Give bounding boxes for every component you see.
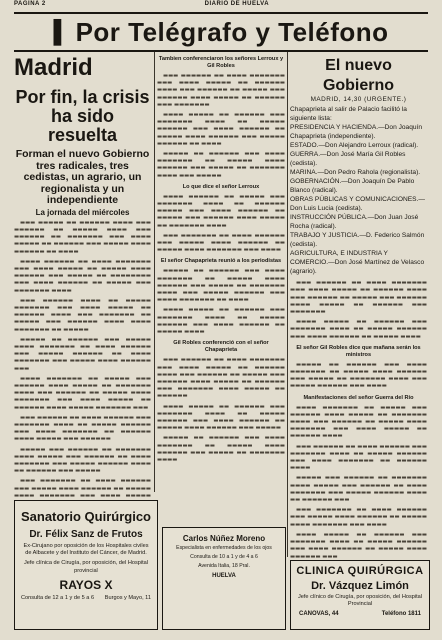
clinica-phone: Teléfono 1811 bbox=[381, 611, 421, 617]
madrid-title: Madrid bbox=[14, 54, 93, 81]
cabinet-entry: MARINA.—Don Pedro Rahola (regionalista). bbox=[290, 169, 421, 177]
middle-body-text-3: ▬▬▬▬▬ ▬▬ ▬▬▬▬▬▬ ▬▬▬ ▬▬▬▬ ▬▬▬▬▬▬▬ ▬▬ ▬▬▬▬▬ ▬▬▬▬ ▬▬▬▬▬▬ ▬▬▬ ▬▬▬▬▬ ▬▬ ▬▬▬▬▬▬▬ ▬▬▬▬ ▬▬▬ ▬▬▬▬▬ ▬▬▬▬▬▬ ▬▬▬ ▬▬▬▬ ▬▬▬▬▬▬▬ ▬▬ ▬▬▬▬ ▬▬▬▬ ▬▬▬▬▬ ▬▬ ▬▬▬▬▬▬ ▬▬▬ ▬▬▬▬▬▬▬ ▬▬▬▬ ▬▬ ▬▬▬▬▬ ▬▬▬▬▬▬ ▬▬▬ ▬▬▬▬ ▬▬▬▬▬▬ ▬▬ ▬▬▬▬▬ ▬▬▬▬ bbox=[157, 268, 285, 336]
clinica-line-1: Jefe clínico de Cirugía, por oposición, del Hospital Provincial bbox=[297, 594, 423, 607]
government-section-1: El señor Gil Robles dice que mañana serán los ministros bbox=[296, 344, 421, 358]
government-dateline: MADRID, 14,30 (URGENTE.) bbox=[310, 96, 407, 103]
government-column bbox=[290, 52, 427, 560]
middle-body-text-4: ▬▬▬ ▬▬▬▬▬▬ ▬▬ ▬▬▬▬ ▬▬▬▬▬▬▬ ▬▬▬ ▬▬▬▬ ▬▬▬▬▬ ▬▬ ▬▬▬▬▬▬ ▬▬▬▬ ▬▬▬ ▬▬▬▬▬▬ ▬▬ ▬▬▬▬▬ ▬▬▬ ▬▬▬▬▬▬ ▬▬▬▬ ▬▬▬▬▬ ▬▬ ▬▬▬▬▬▬ ▬▬▬ ▬▬▬▬▬▬▬ ▬▬▬▬ ▬▬▬▬▬ ▬▬ ▬▬▬▬▬▬ ▬▬▬▬ ▬▬▬▬▬ ▬▬ ▬▬▬▬▬▬ ▬▬▬ ▬▬▬▬▬▬▬ ▬▬▬▬ ▬▬ ▬▬▬▬▬ ▬▬▬▬▬▬ ▬▬▬ ▬▬▬▬ ▬▬▬▬▬▬ ▬▬ ▬▬▬▬▬ ▬▬▬▬ ▬▬▬▬▬▬ ▬▬▬ ▬▬▬▬▬ ▬▬▬▬▬ ▬▬ ▬▬▬▬▬▬ ▬▬▬ ▬▬▬▬ ▬▬▬▬▬▬▬ ▬▬ ▬▬▬▬▬ ▬▬▬▬ ▬▬▬▬▬▬ ▬▬▬ ▬▬▬▬▬ ▬▬ ▬▬▬▬▬▬▬ ▬▬▬▬ bbox=[157, 357, 285, 463]
middle-section-2: El señor Chapaprieta reunió a los periodistas bbox=[160, 258, 282, 265]
middle-column bbox=[157, 52, 285, 492]
section-banner bbox=[14, 12, 428, 52]
government-section-2: Manifestaciones del señor Guerra del Río bbox=[303, 394, 414, 401]
cabinet-entry: PRESIDENCIA Y HACIENDA.—Don Joaquín Chapaprieta (independiente). bbox=[290, 124, 423, 141]
sanatorio-ad bbox=[14, 500, 158, 630]
page-label: PAGINA 2 bbox=[14, 1, 46, 7]
cabinet-entry: INSTRUCCIÓN PÚBLICA.—Don Juan José Rocha (radical). bbox=[290, 214, 419, 231]
sanatorio-line-2: Jefe clínica de Cirugía, por oposición, del Hospital provincial bbox=[23, 560, 149, 574]
column-rule bbox=[287, 52, 288, 557]
moreno-city: HUELVA bbox=[212, 573, 236, 579]
madrid-subheadline: Forman el nuevo Gobierno tres radicales, tres cedistas, un agrario, un regionalista y un independiente bbox=[15, 148, 150, 206]
middle-body-text-1: ▬▬▬ ▬▬▬▬▬▬ ▬▬ ▬▬▬▬ ▬▬▬▬▬▬▬ ▬▬▬ ▬▬▬▬ ▬▬▬▬▬ ▬▬ ▬▬▬▬▬▬ ▬▬▬▬ ▬▬▬ ▬▬▬▬▬▬ ▬▬ ▬▬▬▬▬ ▬▬▬ ▬▬▬▬▬▬ ▬▬▬▬ ▬▬▬▬▬ ▬▬ ▬▬▬▬▬▬ ▬▬▬ ▬▬▬▬▬▬▬ ▬▬▬▬ ▬▬▬▬▬ ▬▬ ▬▬▬▬▬▬ ▬▬▬ ▬▬▬▬▬▬▬ ▬▬▬▬ ▬▬ ▬▬▬▬▬ ▬▬▬▬▬▬ ▬▬▬ ▬▬▬▬ ▬▬▬▬▬▬ ▬▬ ▬▬▬▬▬ ▬▬▬▬ ▬▬▬▬▬▬ ▬▬▬ ▬▬▬▬▬ ▬▬▬▬▬▬ ▬▬ ▬▬▬▬ ▬▬▬▬▬ ▬▬ ▬▬▬▬▬▬ ▬▬▬ ▬▬▬▬ ▬▬▬▬▬▬▬ ▬▬ ▬▬▬▬▬ ▬▬▬▬ ▬▬▬▬▬▬ ▬▬▬ ▬▬▬▬▬ ▬▬ ▬▬▬▬▬▬▬ ▬▬▬▬ ▬▬▬ ▬▬▬▬▬ bbox=[157, 73, 285, 179]
cabinet-intro: Chapaprieta al salir de Palacio facilitó la siguiente lista: bbox=[290, 106, 407, 123]
moreno-line-3: Avenida Italia, 18 Pral. bbox=[198, 563, 250, 569]
newspaper-name: DIARIO DE HUELVA bbox=[204, 1, 270, 7]
cabinet-entry: ESTADO.—Don Alejandro Lerroux (radical). bbox=[290, 142, 419, 150]
clinica-title: CLINICA QUIRÚRGICA bbox=[296, 565, 424, 577]
moreno-name: Carlos Núñez Moreno bbox=[182, 534, 266, 543]
running-header bbox=[14, 1, 428, 11]
government-body-text-2: ▬▬▬▬▬ ▬▬ ▬▬▬▬▬▬ ▬▬▬ ▬▬▬▬ ▬▬▬▬▬▬▬ ▬▬ ▬▬▬▬▬ ▬▬▬▬ ▬▬▬▬▬▬ ▬▬▬ ▬▬▬▬▬ ▬▬ ▬▬▬▬▬▬▬ ▬▬▬▬ ▬▬▬ ▬▬▬▬▬ ▬▬▬▬▬▬ ▬▬▬ ▬▬▬▬ bbox=[290, 361, 427, 390]
sanatorio-line-1: Ex-Cirujano por oposición de los Hospitales civiles de Albacete y del Instituto del Cáncer, de Madrid. bbox=[23, 543, 149, 557]
sanatorio-title: Sanatorio Quirúrgico bbox=[20, 509, 151, 524]
clinica-doctor: Dr. Vázquez Limón bbox=[311, 580, 409, 592]
madrid-column bbox=[14, 52, 151, 499]
sanatorio-xray: RAYOS X bbox=[59, 577, 113, 592]
column-rule bbox=[154, 52, 155, 492]
cabinet-list bbox=[290, 105, 427, 276]
banner-title: Por Telégrafo y Teléfono bbox=[75, 16, 389, 47]
moreno-line-2: Consulta de 10 a 1 y de 4 a 6 bbox=[190, 554, 258, 560]
cabinet-entry: OBRAS PÚBLICAS Y COMUNICACIONES.—Don Luis Lucia (cedista). bbox=[290, 196, 425, 213]
madrid-body-text: ▬▬▬ ▬▬▬▬▬ ▬▬ ▬▬▬▬▬▬ ▬▬▬▬ ▬▬▬ ▬▬▬▬▬▬ ▬▬ ▬▬▬▬▬ ▬▬▬▬ ▬▬▬ ▬▬▬▬▬▬ ▬▬ ▬▬▬▬▬▬▬ ▬▬▬ ▬▬▬▬ ▬▬▬▬▬ ▬▬ ▬▬▬▬▬▬ ▬▬▬ ▬▬▬▬▬ ▬▬▬▬ ▬▬▬▬▬▬ ▬▬ ▬▬▬▬ ▬▬▬▬ ▬▬▬▬▬▬ ▬▬ ▬▬▬▬ ▬▬▬▬▬▬▬ ▬▬▬ ▬▬▬▬ ▬▬▬▬▬ ▬▬ ▬▬▬▬▬ ▬▬▬▬ ▬▬▬▬▬▬ ▬▬▬ ▬▬▬▬▬ ▬▬ ▬▬▬▬▬▬▬▬ ▬▬▬ ▬▬▬▬ ▬▬▬▬▬▬ ▬▬ ▬▬▬▬▬ ▬▬▬ ▬▬▬▬▬▬▬ ▬▬▬▬ ▬▬▬ ▬▬▬▬▬▬ ▬▬▬▬ ▬▬ ▬▬▬▬▬ ▬▬▬▬▬▬▬ ▬▬▬ ▬▬▬▬ ▬▬▬▬▬ ▬▬ ▬▬▬▬▬▬ ▬▬▬▬ ▬▬▬ ▬▬▬▬▬▬▬ ▬▬ ▬▬▬▬▬ ▬▬▬ ▬▬▬▬▬▬ ▬▬▬▬ ▬▬▬▬ ▬▬▬▬▬▬▬ ▬▬ ▬▬▬▬▬ ▬▬▬▬▬ ▬▬ ▬▬▬▬▬▬ ▬▬▬ ▬▬▬▬▬ ▬▬▬▬ ▬▬▬▬▬▬▬ ▬▬ ▬▬▬▬ ▬▬▬▬▬▬ ▬▬▬ ▬▬▬▬▬ ▬▬▬▬▬▬ ▬▬ ▬▬▬▬ ▬▬▬▬▬▬▬ ▬▬▬ ▬▬▬▬▬ ▬▬▬▬ ▬▬▬▬▬▬ ▬▬▬ ▬▬▬▬ ▬▬▬▬▬▬▬ ▬▬ ▬▬▬▬▬ ▬▬▬ ▬▬▬▬▬▬ ▬▬▬▬ ▬▬▬▬▬ ▬▬ ▬▬▬▬▬▬▬ ▬▬▬▬ ▬▬▬ ▬▬▬▬▬▬ ▬▬ ▬▬▬▬▬ ▬▬▬▬ ▬▬▬▬▬▬▬ ▬▬▬ ▬▬▬▬ ▬▬▬▬▬ ▬▬ ▬▬▬▬▬▬ ▬▬▬▬ ▬▬▬▬▬ ▬▬▬▬▬▬▬ ▬▬▬ ▬▬▬ ▬▬▬▬▬▬ ▬▬ ▬▬▬▬ ▬▬▬▬▬▬ ▬▬▬ ▬▬▬▬▬▬▬ ▬▬▬▬ ▬▬ ▬▬▬▬▬ ▬▬▬▬▬▬ ▬▬▬ ▬▬▬▬ ▬▬▬▬▬▬▬ ▬▬ ▬▬▬▬▬▬ ▬▬▬▬ ▬▬▬▬▬ ▬▬▬ ▬▬▬▬▬▬ ▬▬▬▬▬ ▬▬▬ ▬▬▬▬▬▬ ▬▬ ▬▬▬▬▬▬▬ ▬▬▬▬ ▬▬▬▬▬ ▬▬▬ ▬▬▬▬▬▬ ▬▬ ▬▬▬▬ ▬▬▬▬▬▬▬ ▬▬▬ ▬▬▬▬▬ ▬▬▬▬▬▬ ▬▬▬▬ ▬▬ ▬▬▬▬▬▬ ▬▬▬ ▬▬▬▬▬ ▬▬▬ ▬▬▬▬▬▬▬ ▬▬ ▬▬▬▬ ▬▬▬▬▬▬ ▬▬▬ ▬▬▬▬▬ ▬▬▬▬ ▬▬▬▬▬▬ ▬▬ ▬▬▬▬▬ ▬▬▬▬ ▬▬▬▬▬▬▬ ▬▬▬ ▬▬▬▬ ▬▬▬▬▬ bbox=[14, 219, 151, 499]
clinica-address: CANOVAS, 44 bbox=[299, 611, 339, 617]
government-title: El nuevo Gobierno bbox=[322, 57, 395, 94]
middle-section-3: Gil Robles conferenció con el señor Chapaprieta bbox=[173, 340, 269, 354]
middle-body-text-2: ▬▬▬▬ ▬▬▬▬▬▬ ▬▬ ▬▬▬▬▬ ▬▬▬ ▬▬▬▬▬▬▬ ▬▬▬▬ ▬▬ ▬▬▬▬▬▬ ▬▬▬▬▬ ▬▬▬ ▬▬▬▬ ▬▬▬▬▬▬ ▬▬ ▬▬▬▬▬ ▬▬▬ ▬▬▬▬▬▬ ▬▬▬▬ ▬▬▬▬▬ ▬▬ ▬▬▬▬▬▬▬ ▬▬▬▬ ▬▬▬ ▬▬▬▬▬▬▬ ▬▬ ▬▬▬▬ ▬▬▬▬▬▬ ▬▬▬ ▬▬▬▬▬ ▬▬▬▬ ▬▬▬▬▬▬ ▬▬ ▬▬▬▬▬ ▬▬▬▬ ▬▬▬▬▬▬▬ ▬▬▬ ▬▬▬▬ bbox=[157, 193, 285, 254]
cabinet-entry: GUERRA.—Don José María Gil Robles (cedista). bbox=[290, 151, 406, 168]
sanatorio-address: Burgos y Mayo, 11 bbox=[104, 594, 151, 601]
middle-section-1: Lo que dice el señor Lerroux bbox=[182, 183, 260, 190]
moreno-ad bbox=[162, 527, 286, 630]
banner-ornament-icon: ▌ bbox=[53, 19, 70, 44]
moreno-line-1: Especialista en enfermedades de los ojos bbox=[176, 545, 272, 551]
middle-heading: Tambien conferenciaron los señores Lerroux y Gil Robles bbox=[158, 56, 284, 69]
sanatorio-hours: Consulta de 12 a 1 y de 5 a 6 bbox=[21, 594, 95, 601]
madrid-kicker: La jornada del miércoles bbox=[35, 207, 130, 217]
government-body-text-1: ▬▬▬ ▬▬▬▬▬▬ ▬▬ ▬▬▬▬ ▬▬▬▬▬▬▬ ▬▬▬ ▬▬▬▬ ▬▬▬▬▬ ▬▬ ▬▬▬▬▬▬ ▬▬▬▬ ▬▬▬ ▬▬▬▬▬▬ ▬▬ ▬▬▬▬▬ ▬▬▬ ▬▬▬▬▬▬ ▬▬▬▬ ▬▬▬▬▬ ▬▬ ▬▬▬▬▬▬ ▬▬▬ ▬▬▬▬▬▬▬ ▬▬▬▬ ▬▬▬▬▬ ▬▬ ▬▬▬▬▬▬ ▬▬▬ ▬▬▬▬▬▬▬ ▬▬▬▬ ▬▬ ▬▬▬▬▬ ▬▬▬▬▬▬ ▬▬▬ ▬▬▬▬ ▬▬▬▬▬▬ ▬▬ ▬▬▬▬▬ ▬▬▬▬ bbox=[290, 280, 427, 340]
madrid-headline: Por fin, la crisis ha sido resuelta bbox=[15, 87, 150, 145]
cabinet-entry: GOBERNACIÓN.—Don Joaquín De Pablo Blanco (radical). bbox=[290, 178, 415, 195]
cabinet-entry: TRABAJO Y JUSTICIA.—D. Federico Salmón (cedista). bbox=[290, 232, 425, 249]
government-body-text-3: ▬▬▬▬ ▬▬▬▬▬▬▬ ▬▬ ▬▬▬▬▬ ▬▬▬ ▬▬▬▬▬▬ ▬▬▬▬ ▬▬▬▬▬ ▬▬ ▬▬▬▬▬▬▬ ▬▬▬▬ ▬▬▬ ▬▬▬▬▬▬ ▬▬ ▬▬▬▬▬ ▬▬▬▬ ▬▬▬▬▬▬▬ ▬▬▬ ▬▬▬▬ ▬▬▬▬▬ ▬▬ ▬▬▬▬▬▬ ▬▬▬▬ ▬▬▬ ▬▬▬▬▬▬ ▬▬ ▬▬▬▬ ▬▬▬▬▬▬ ▬▬▬ ▬▬▬▬▬▬▬ ▬▬▬▬ ▬▬ ▬▬▬▬▬ ▬▬▬▬▬▬ ▬▬▬ ▬▬▬▬ ▬▬▬▬▬▬▬ ▬▬ ▬▬▬▬▬▬ ▬▬▬▬ ▬▬▬▬▬ ▬▬▬ ▬▬▬▬▬▬ ▬▬ ▬▬▬▬▬▬▬ ▬▬▬▬ ▬▬▬▬▬ ▬▬▬ ▬▬▬▬▬▬ ▬▬ ▬▬▬▬ ▬▬▬▬▬▬▬ ▬▬▬ ▬▬▬▬▬ ▬▬▬▬▬▬ ▬▬▬▬ ▬▬ ▬▬▬▬▬▬ ▬▬▬ ▬▬▬ ▬▬▬▬▬▬▬ ▬▬ ▬▬▬▬ ▬▬▬▬▬▬ ▬▬▬ ▬▬▬▬▬ ▬▬▬▬ ▬▬▬▬▬▬ ▬▬ ▬▬▬▬▬ ▬▬▬▬ ▬▬▬▬▬▬▬ ▬▬▬ ▬▬▬▬ ▬▬▬▬ ▬▬▬▬▬ ▬▬ ▬▬▬▬▬▬ ▬▬▬ ▬▬▬▬▬▬▬ ▬▬▬▬ ▬▬ ▬▬▬▬▬ ▬▬▬▬▬▬ ▬▬▬ ▬▬▬▬ ▬▬▬▬▬▬ ▬▬ ▬▬▬▬▬ ▬▬▬▬ ▬▬▬▬▬▬ ▬▬▬ bbox=[290, 404, 427, 560]
clinica-ad bbox=[290, 560, 430, 630]
sanatorio-doctor: Dr. Félix Sanz de Frutos bbox=[29, 529, 143, 540]
cabinet-entry: AGRICULTURA, E INDUSTRIA Y COMERCIO.—Don José Martínez de Velasco (agrario). bbox=[290, 250, 425, 276]
